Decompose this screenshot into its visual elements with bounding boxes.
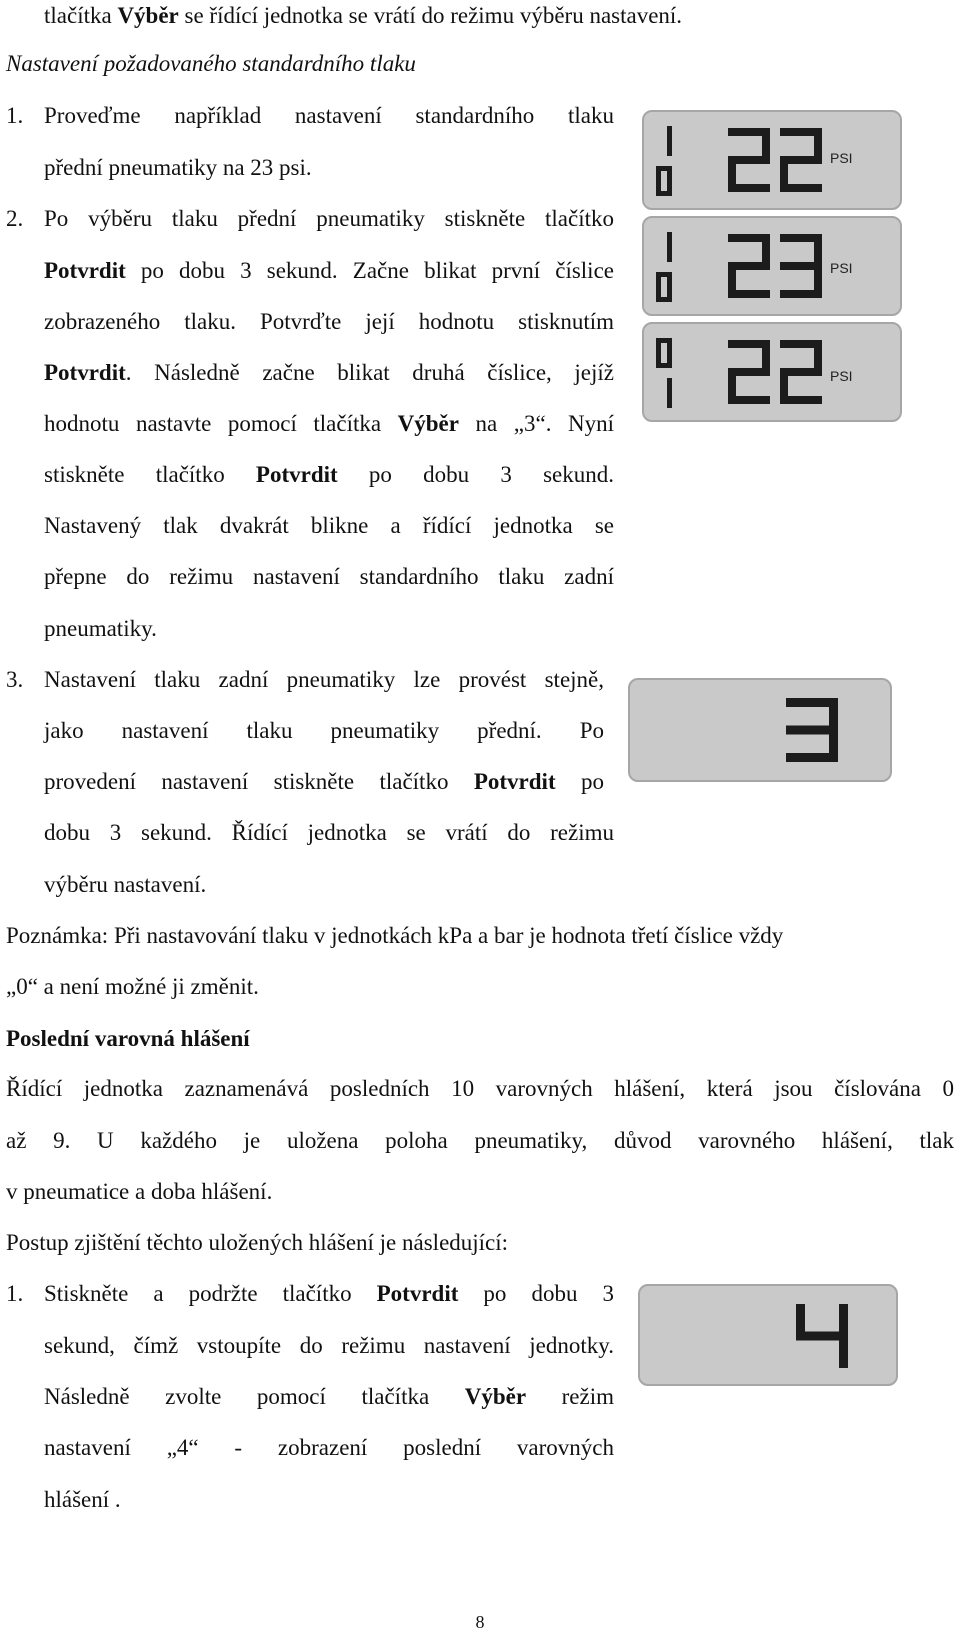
lcd-segment [667,166,672,181]
step-text [44,1282,614,1305]
step-text-part: na „3“. Nyní [458,411,614,436]
lcd-segment [780,290,822,298]
lcd-segment [656,287,661,302]
step-number: 1. [6,1281,24,1306]
lcd-segment [796,1304,805,1336]
step-text: výběru nastavení. [44,872,207,897]
lcd-segment [829,698,838,730]
paragraph-text: až 9. U každého je uložena poloha pneumatiky, důvod varovného hlášení, tlak [6,1128,954,1153]
confirm-button-label: Potvrdit [473,769,556,794]
lcd-segment [656,353,661,368]
step-text-part: . Následně začne blikat druhá číslice, jejíž [125,360,614,385]
lcd-segment [780,184,822,192]
step-text-part: stiskněte tlačítko [44,462,256,487]
paragraph-text: Postup zjištění těchto uložených hlášení je následující: [6,1230,509,1255]
lcd-digits [644,112,900,208]
step-text-part: hodnotu nastavte pomocí tlačítka [44,411,398,436]
intro-text-end: se řídící jednotka se vrátí do režimu výběru nastavení. [178,3,683,28]
step-text: Po výběru tlaku přední pneumatiky stiskněte tlačítko [44,206,614,231]
step-text [44,412,614,435]
step-text: Nastavený tlak dvakrát blikne a řídící jednotka se [44,513,614,538]
lcd-segment [786,753,838,762]
select-button-label: Výběr [117,3,179,28]
select-button-label: Výběr [397,411,459,436]
section-heading-last-warnings: Poslední varovná hlášení [6,1026,250,1051]
step-text [44,770,604,793]
lcd-digits [630,680,890,780]
lcd-display-front-22 [642,110,902,210]
lcd-segment [656,181,661,196]
confirm-button-label: Potvrdit [44,258,126,283]
lcd-segment [667,378,672,393]
lcd-digits [644,324,900,420]
step-text-part: po dobu 3 sekund. [337,462,614,487]
step-number: 1. [6,103,24,128]
lcd-segment [667,393,672,408]
lcd-segment [656,338,661,353]
step-text: sekund, čímž vstoupíte do režimu nastavení jednotky. [44,1333,614,1358]
step-text-part: po [555,769,604,794]
note-text: „0“ a není možné ji změnit. [6,974,259,999]
step-text [44,463,614,486]
step-text-part: Stiskněte a podržte tlačítko [44,1281,377,1306]
step-text: jako nastavení tlaku pneumatiky přední. Po [44,718,604,743]
lcd-segment [667,141,672,156]
step-text [44,361,614,384]
lcd-segment [667,232,672,247]
lcd-segment [839,1336,848,1368]
lcd-segment [814,128,822,160]
lcd-display-mode-3 [628,678,892,782]
lcd-segment [667,272,672,287]
paragraph-text: v pneumatice a doba hlášení. [6,1179,273,1204]
step-text-part: po dobu 3 sekund. Začne blikat první číslice [125,258,614,283]
step-text: Nastavení tlaku zadní pneumatiky lze provést stejně, [44,667,604,692]
lcd-display-front-23 [642,216,902,316]
lcd-segment [762,128,770,160]
select-button-label: Výběr [464,1384,527,1409]
lcd-segment [780,396,822,404]
confirm-button-label: Potvrdit [44,360,126,385]
step-text [44,259,614,282]
step-text-part: po dobu 3 [458,1281,614,1306]
step-text: hlášení . [44,1487,121,1512]
step-text: přední pneumatiky na 23 psi. [44,155,312,180]
section-heading-standard-pressure: Nastavení požadovaného standardního tlaku [6,51,416,76]
step-text: dobu 3 sekund. Řídící jednotka se vrátí do režimu [44,820,614,845]
intro-text: tlačítka [44,3,118,28]
lcd-segment [762,340,770,372]
step-text: zobrazeného tlaku. Potvrďte její hodnotu stisknutím [44,309,614,334]
confirm-button-label: Potvrdit [376,1281,459,1306]
step-text-part: Následně zvolte pomocí tlačítka [44,1384,465,1409]
step-number: 3. [6,667,24,692]
lcd-digits [644,218,900,314]
step-number: 2. [6,206,24,231]
step-text: nastavení „4“ - zobrazení poslední varovných [44,1435,614,1460]
step-text: Proveďme například nastavení standardního tlaku [44,103,614,128]
unit-label: PSI [830,150,853,166]
lcd-segment [728,290,770,298]
lcd-segment [839,1304,848,1336]
lcd-segment [667,247,672,262]
lcd-segment [728,184,770,192]
paragraph-text: Řídící jednotka zaznamenává posledních 10 varovných hlášení, která jsou číslována 0 [6,1076,954,1101]
lcd-segment [814,340,822,372]
page-number: 8 [475,1612,485,1632]
lcd-digits [640,1286,896,1384]
step-text-part: provedení nastavení stiskněte tlačítko [44,769,474,794]
step-text-part: režim [526,1384,615,1409]
lcd-segment [656,272,661,287]
step-text: přepne do režimu nastavení standardního tlaku zadní [44,564,614,589]
lcd-segment [728,396,770,404]
lcd-segment [814,234,822,266]
step-text: pneumatiky. [44,616,157,641]
note-text: Poznámka: Při nastavování tlaku v jednotkách kPa a bar je hodnota třetí číslice vždy [6,923,784,948]
intro-line [44,4,682,27]
unit-label: PSI [830,260,853,276]
lcd-segment [762,234,770,266]
lcd-display-mode-4 [638,1284,898,1386]
confirm-button-label: Potvrdit [255,462,338,487]
lcd-segment [656,166,661,181]
step-text [44,1385,614,1408]
lcd-display-rear-22 [642,322,902,422]
unit-label: PSI [830,368,853,384]
lcd-segment [667,338,672,353]
lcd-segment [667,126,672,141]
